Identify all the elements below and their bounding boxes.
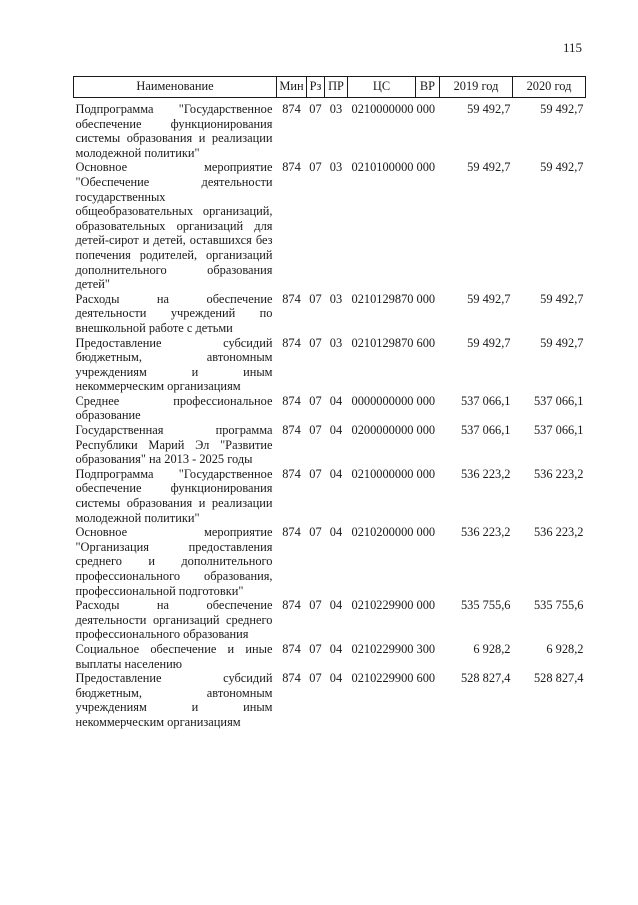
- table-row: [74, 642, 586, 671]
- row-name: Подпрограмма "Государственное обеспечение функционирования системы образования и реализации молодежной политики": [75, 102, 273, 160]
- row-min: 874: [282, 102, 301, 116]
- row-rz: 07: [309, 160, 322, 175]
- row-pr: 03: [329, 102, 343, 116]
- budget-table: [73, 76, 586, 730]
- row-cs: 0210000000: [351, 466, 414, 481]
- row-vr: 300: [416, 641, 436, 656]
- row-vr: 000: [416, 525, 436, 540]
- header-rz: Рз: [307, 77, 325, 98]
- page-number: 115: [562, 40, 582, 55]
- table-row: [74, 160, 586, 291]
- row-pr: 04: [329, 671, 343, 686]
- row-name: Среднее профессиональное образование: [75, 393, 273, 423]
- row-rz: 07: [309, 102, 322, 116]
- row-cs: 0210129870: [351, 335, 414, 350]
- row-cs: 0210229900: [351, 641, 414, 656]
- header-min: Мин: [277, 77, 307, 98]
- row-vr: 600: [416, 335, 436, 350]
- row-rz: 07: [309, 598, 322, 613]
- row-name: Основное мероприятие "Обеспечение деятельности государственных общеобразовательных организаций, образовательных организаций для детей-сирот и детей, оставшихся без попечения родителей, организаций дополнительного образования детей": [75, 160, 273, 292]
- row-min: 874: [282, 160, 301, 175]
- row-2019: 6 928,2: [473, 641, 511, 656]
- row-rz: 07: [309, 423, 322, 438]
- row-vr: 000: [416, 598, 436, 613]
- row-2020: 537 066,1: [533, 423, 584, 438]
- row-2019: 536 223,2: [460, 466, 511, 481]
- header-2019: 2019 год: [440, 77, 513, 98]
- row-pr: 03: [329, 291, 343, 306]
- row-pr: 04: [329, 641, 343, 656]
- row-min: 874: [282, 466, 301, 481]
- row-2020: 535 755,6: [533, 598, 584, 613]
- row-min: 874: [282, 671, 301, 686]
- row-2020: 59 492,7: [540, 291, 584, 306]
- row-2020: 59 492,7: [540, 335, 584, 350]
- table-row: [74, 467, 586, 525]
- row-2019: 59 492,7: [467, 291, 511, 306]
- row-vr: 000: [416, 160, 436, 175]
- row-name: Подпрограмма "Государственное обеспечение функционирования системы образования и реализации молодежной политики": [75, 466, 273, 525]
- row-vr: 000: [416, 291, 436, 306]
- row-2020: 59 492,7: [540, 160, 584, 175]
- row-name: Предоставление субсидий бюджетным, автономным учреждениям и иным некоммерческим организациям: [75, 335, 273, 394]
- row-cs: 0210229900: [351, 598, 414, 613]
- row-min: 874: [282, 291, 301, 306]
- header-pr: ПР: [325, 77, 348, 98]
- row-rz: 07: [309, 291, 322, 306]
- row-rz: 07: [309, 641, 322, 656]
- table-row: [74, 394, 586, 423]
- row-2020: 536 223,2: [533, 466, 584, 481]
- row-cs: 0210229900: [351, 671, 414, 686]
- row-rz: 07: [309, 335, 322, 350]
- row-2020: 528 827,4: [533, 671, 584, 686]
- row-cs: 0210129870: [351, 291, 414, 306]
- row-rz: 07: [309, 393, 322, 408]
- row-2019: 536 223,2: [460, 525, 511, 540]
- row-2019: 537 066,1: [460, 423, 511, 438]
- row-rz: 07: [309, 466, 322, 481]
- row-name: Социальное обеспечение и иные выплаты населению: [75, 641, 273, 671]
- row-pr: 04: [329, 423, 343, 438]
- row-cs: 0210100000: [351, 160, 414, 175]
- row-pr: 03: [329, 335, 343, 350]
- row-vr: 600: [416, 671, 436, 686]
- row-rz: 07: [309, 525, 322, 540]
- header-vr: ВР: [416, 77, 440, 98]
- header-2020: 2020 год: [513, 77, 586, 98]
- row-pr: 04: [329, 466, 343, 481]
- row-min: 874: [282, 393, 301, 408]
- table-row: [74, 102, 586, 160]
- row-name: Государственная программа Республики Марий Эл "Развитие образования" на 2013 - 2025 годы: [75, 423, 273, 467]
- row-pr: 04: [329, 525, 343, 540]
- row-2020: 536 223,2: [533, 525, 584, 540]
- row-2020: 59 492,7: [540, 102, 584, 116]
- row-name: Предоставление субсидий бюджетным, автономным учреждениям и иным некоммерческим организациям: [75, 671, 273, 729]
- header-cs: ЦС: [348, 77, 416, 98]
- row-2019: 59 492,7: [467, 102, 511, 116]
- row-name: Основное мероприятие "Организация предоставления среднего и дополнительного профессионального образования, профессиональной подготовки": [75, 525, 273, 598]
- row-cs: 0210200000: [351, 525, 414, 540]
- table-body: [74, 98, 586, 730]
- table-row: [74, 292, 586, 336]
- row-pr: 04: [329, 393, 343, 408]
- row-cs: 0000000000: [351, 393, 414, 408]
- row-min: 874: [282, 641, 301, 656]
- row-2019: 59 492,7: [467, 335, 511, 350]
- table-row: [74, 336, 586, 394]
- table-row: [74, 671, 586, 729]
- row-2019: 535 755,6: [460, 598, 511, 613]
- row-pr: 04: [329, 598, 343, 613]
- row-2019: 59 492,7: [467, 160, 511, 175]
- row-2019: 528 827,4: [460, 671, 511, 686]
- table-row: [74, 423, 586, 467]
- row-2019: 537 066,1: [460, 393, 511, 408]
- row-vr: 000: [416, 393, 436, 408]
- row-min: 874: [282, 598, 301, 613]
- table-row: [74, 598, 586, 642]
- row-2020: 6 928,2: [546, 641, 584, 656]
- row-min: 874: [282, 335, 301, 350]
- row-vr: 000: [416, 423, 436, 438]
- row-vr: 000: [416, 102, 436, 116]
- row-cs: 0210000000: [351, 102, 414, 116]
- table-header-row: [74, 77, 586, 98]
- row-name: Расходы на обеспечение деятельности учреждений по внешкольной работе с детьми: [75, 291, 273, 335]
- row-cs: 0200000000: [351, 423, 414, 438]
- row-2020: 537 066,1: [533, 393, 584, 408]
- row-pr: 03: [329, 160, 343, 175]
- header-name: Наименование: [74, 77, 277, 98]
- table-row: [74, 525, 586, 598]
- row-min: 874: [282, 525, 301, 540]
- row-name: Расходы на обеспечение деятельности организаций среднего профессионального образования: [75, 598, 273, 642]
- row-rz: 07: [309, 671, 322, 686]
- row-vr: 000: [416, 466, 436, 481]
- row-min: 874: [282, 423, 301, 438]
